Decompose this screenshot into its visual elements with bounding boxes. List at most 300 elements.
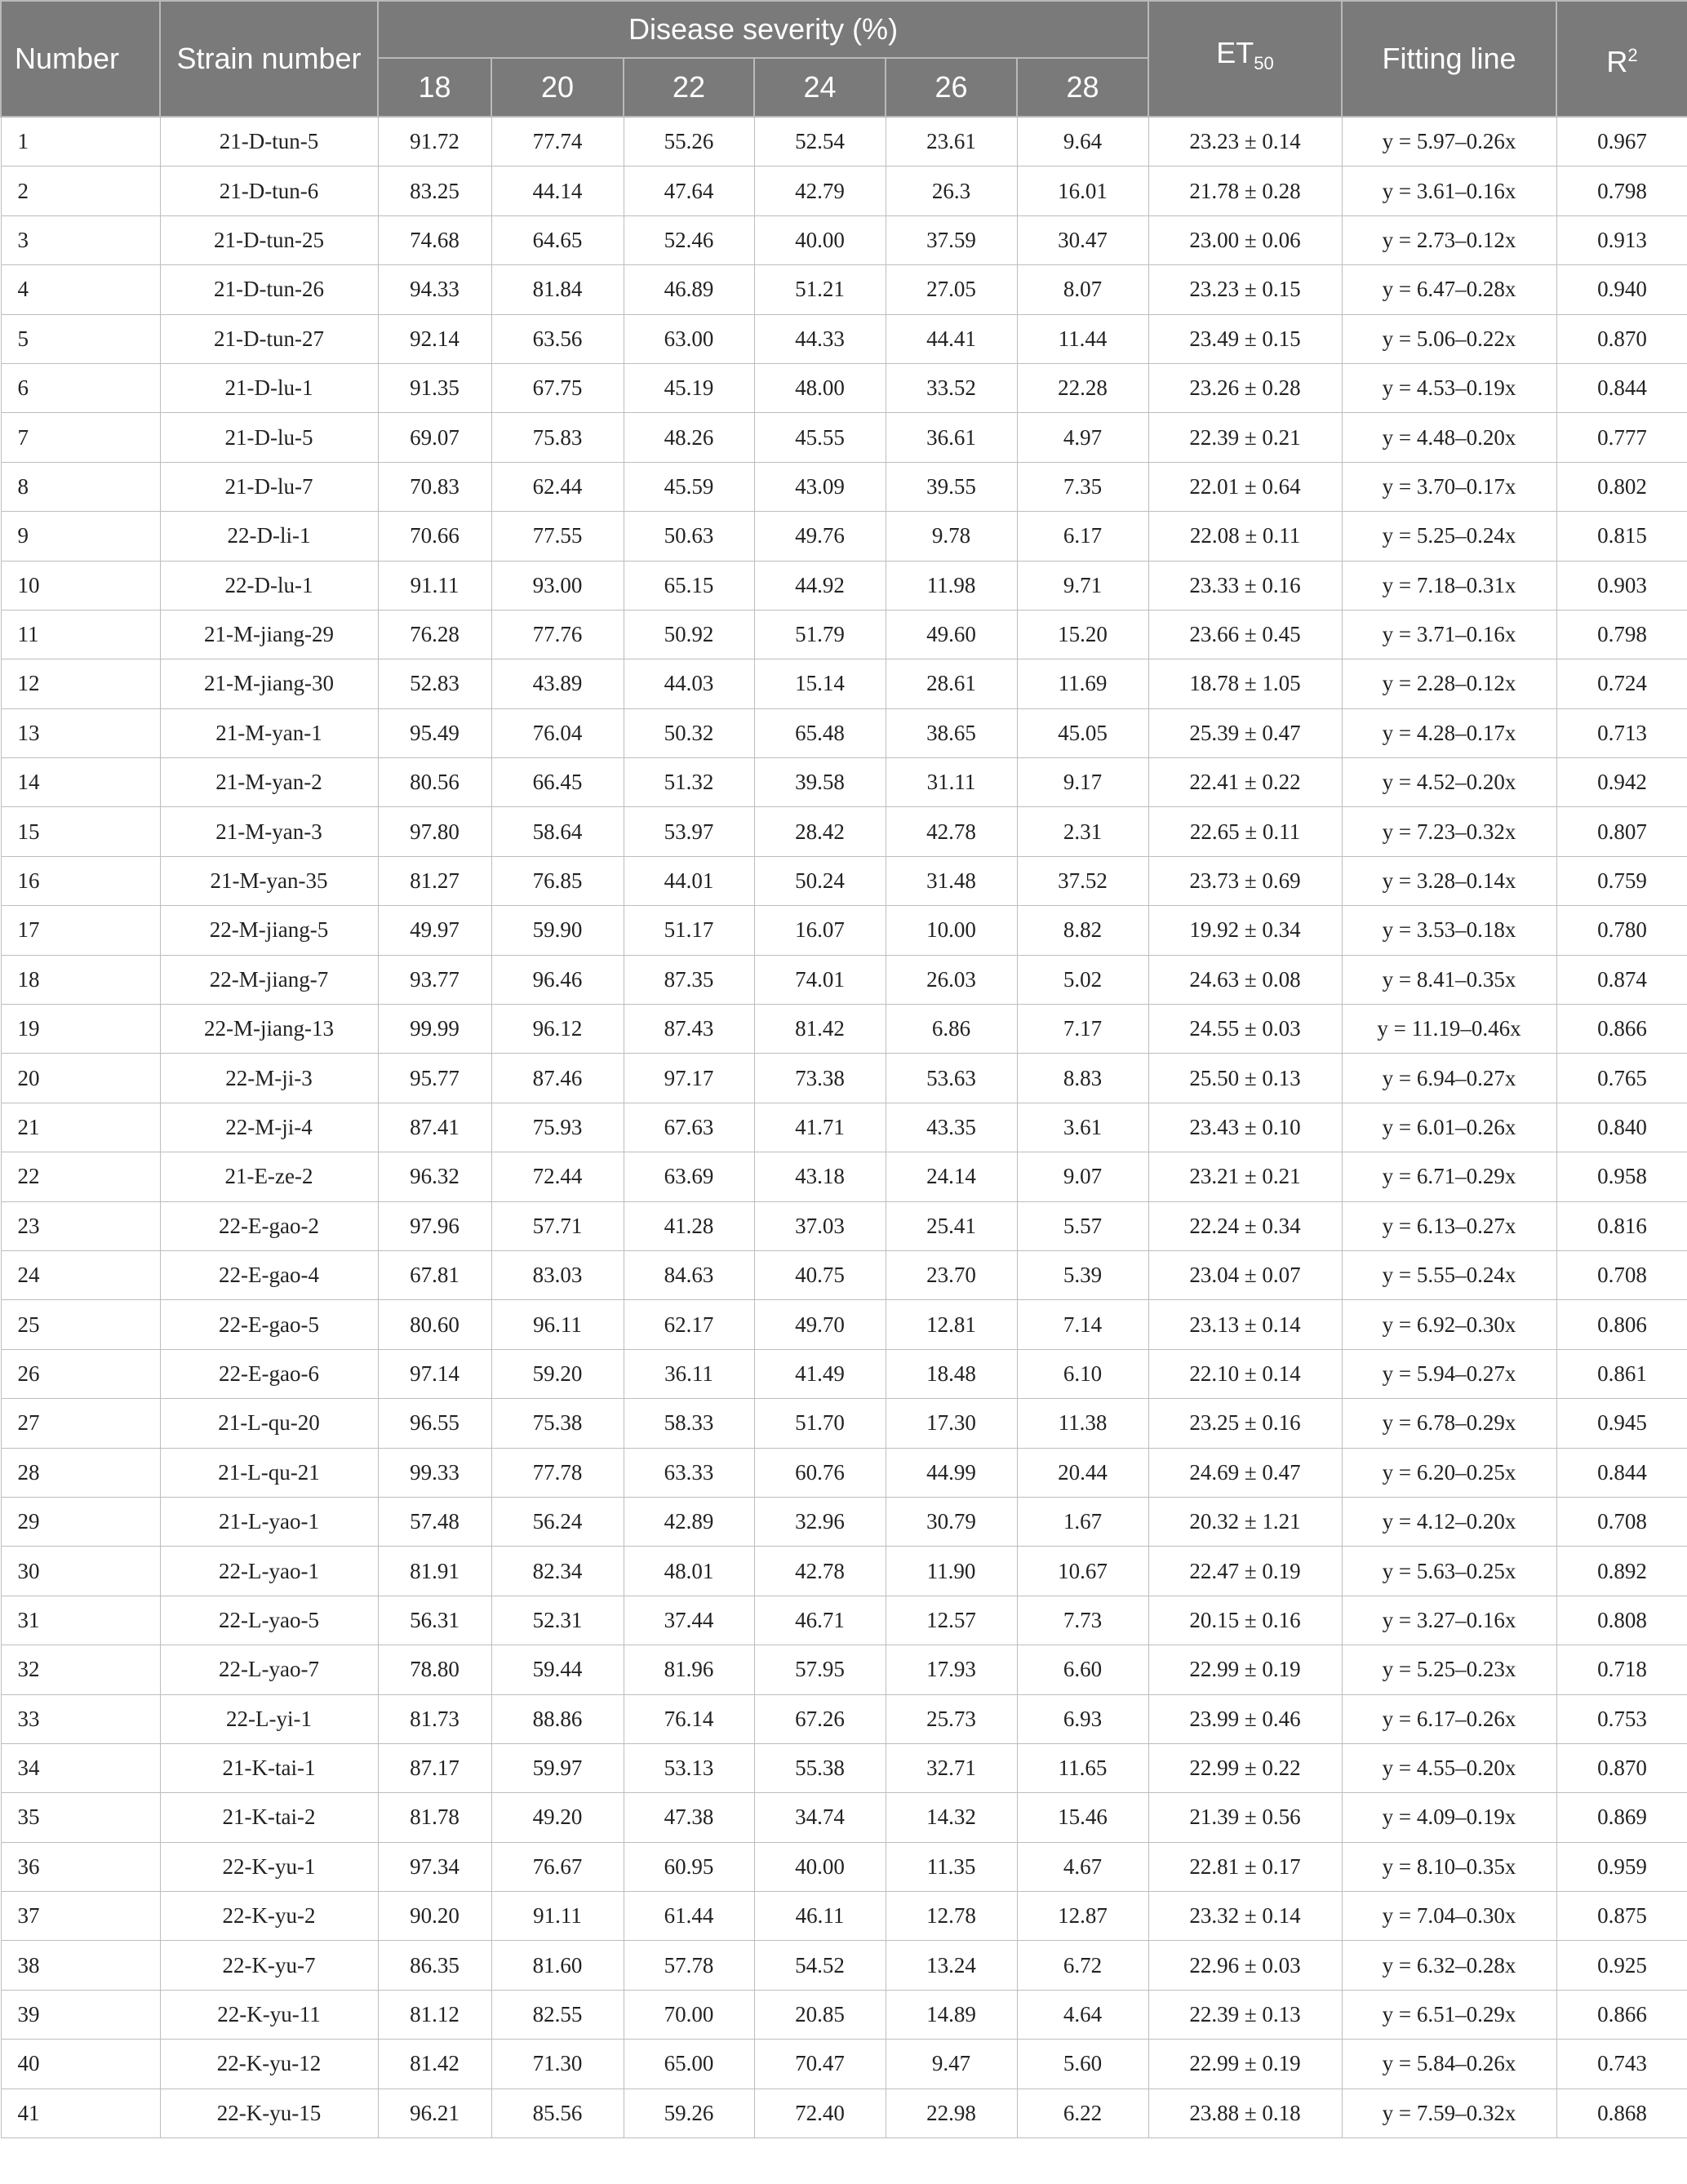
cell-r-squared: 0.844 [1556,363,1687,412]
cell-severity-26: 22.98 [886,2089,1017,2137]
cell-et50: 23.43 ± 0.10 [1148,1103,1342,1152]
cell-fitting-line: y = 3.53–0.18x [1342,906,1556,955]
table-row [1,2040,1687,2089]
cell-severity-22: 50.32 [624,708,754,757]
cell-fitting-line: y = 5.84–0.26x [1342,2040,1556,2089]
cell-severity-26: 27.05 [886,265,1017,314]
cell-number: 41 [1,2089,160,2137]
cell-r-squared: 0.808 [1556,1596,1687,1645]
cell-severity-24: 51.70 [754,1399,886,1448]
cell-severity-24: 50.24 [754,856,886,905]
cell-severity-26: 9.47 [886,2040,1017,2089]
cell-et50: 23.23 ± 0.14 [1148,117,1342,166]
cell-severity-24: 41.49 [754,1349,886,1398]
cell-severity-28: 11.69 [1017,659,1148,708]
cell-severity-18: 69.07 [378,413,491,462]
cell-r-squared: 0.765 [1556,1054,1687,1103]
cell-severity-26: 18.48 [886,1349,1017,1398]
header-temp-24: 24 [754,58,886,117]
cell-severity-26: 53.63 [886,1054,1017,1103]
cell-severity-18: 74.68 [378,215,491,264]
cell-et50: 25.50 ± 0.13 [1148,1054,1342,1103]
table-row [1,1793,1687,1842]
cell-et50: 23.33 ± 0.16 [1148,561,1342,610]
cell-r-squared: 0.807 [1556,807,1687,856]
cell-r-squared: 0.861 [1556,1349,1687,1398]
cell-severity-28: 5.57 [1017,1201,1148,1250]
cell-strain: 21-M-yan-3 [160,807,378,856]
cell-et50: 23.32 ± 0.14 [1148,1892,1342,1941]
cell-fitting-line: y = 2.73–0.12x [1342,215,1556,264]
cell-strain: 21-D-tun-6 [160,166,378,215]
cell-strain: 21-D-lu-5 [160,413,378,462]
cell-severity-18: 96.32 [378,1152,491,1201]
cell-r-squared: 0.806 [1556,1300,1687,1349]
header-fitting-line: Fitting line [1342,1,1556,117]
cell-severity-26: 37.59 [886,215,1017,264]
cell-severity-22: 47.38 [624,1793,754,1842]
cell-severity-22: 97.17 [624,1054,754,1103]
cell-r-squared: 0.866 [1556,1990,1687,2039]
cell-severity-22: 41.28 [624,1201,754,1250]
cell-severity-28: 6.72 [1017,1941,1148,1990]
table-row [1,906,1687,955]
cell-severity-24: 52.54 [754,117,886,166]
cell-severity-24: 70.47 [754,2040,886,2089]
cell-severity-26: 12.57 [886,1596,1017,1645]
cell-number: 37 [1,1892,160,1941]
cell-strain: 22-M-ji-3 [160,1054,378,1103]
cell-strain: 22-K-yu-1 [160,1842,378,1891]
cell-severity-22: 55.26 [624,117,754,166]
cell-r-squared: 0.802 [1556,462,1687,511]
cell-severity-20: 75.83 [491,413,624,462]
cell-severity-26: 13.24 [886,1941,1017,1990]
cell-severity-22: 37.44 [624,1596,754,1645]
cell-severity-24: 45.55 [754,413,886,462]
cell-r-squared: 0.798 [1556,610,1687,659]
cell-severity-22: 81.96 [624,1645,754,1694]
cell-severity-18: 97.96 [378,1201,491,1250]
cell-severity-28: 6.22 [1017,2089,1148,2137]
cell-severity-20: 59.44 [491,1645,624,1694]
cell-severity-24: 72.40 [754,2089,886,2137]
cell-et50: 24.63 ± 0.08 [1148,955,1342,1004]
cell-number: 19 [1,1005,160,1054]
cell-strain: 22-L-yao-1 [160,1547,378,1596]
cell-severity-20: 64.65 [491,215,624,264]
cell-number: 11 [1,610,160,659]
table-row [1,1005,1687,1054]
cell-strain: 22-E-gao-5 [160,1300,378,1349]
cell-severity-26: 23.61 [886,117,1017,166]
cell-severity-20: 75.38 [491,1399,624,1448]
table-row [1,363,1687,412]
cell-severity-24: 48.00 [754,363,886,412]
table-row [1,610,1687,659]
cell-severity-26: 11.35 [886,1842,1017,1891]
table-row [1,807,1687,856]
cell-r-squared: 0.945 [1556,1399,1687,1448]
cell-number: 40 [1,2040,160,2089]
cell-fitting-line: y = 3.28–0.14x [1342,856,1556,905]
cell-r-squared: 0.903 [1556,561,1687,610]
cell-severity-24: 67.26 [754,1694,886,1743]
cell-severity-28: 10.67 [1017,1547,1148,1596]
cell-severity-28: 11.65 [1017,1743,1148,1792]
cell-severity-18: 93.77 [378,955,491,1004]
cell-severity-24: 37.03 [754,1201,886,1250]
cell-r-squared: 0.780 [1556,906,1687,955]
cell-fitting-line: y = 6.20–0.25x [1342,1448,1556,1497]
cell-fitting-line: y = 5.06–0.22x [1342,314,1556,363]
cell-strain: 22-M-ji-4 [160,1103,378,1152]
cell-et50: 23.23 ± 0.15 [1148,265,1342,314]
cell-severity-24: 57.95 [754,1645,886,1694]
table-row [1,1152,1687,1201]
cell-severity-28: 6.10 [1017,1349,1148,1398]
cell-severity-26: 43.35 [886,1103,1017,1152]
cell-severity-20: 59.20 [491,1349,624,1398]
cell-fitting-line: y = 6.47–0.28x [1342,265,1556,314]
cell-severity-28: 7.14 [1017,1300,1148,1349]
cell-number: 15 [1,807,160,856]
cell-severity-28: 12.87 [1017,1892,1148,1941]
cell-severity-22: 51.17 [624,906,754,955]
cell-severity-28: 22.28 [1017,363,1148,412]
header-et50: $ET_{50}$ [1148,1,1342,117]
cell-severity-24: 43.09 [754,462,886,511]
cell-severity-24: 44.92 [754,561,886,610]
cell-number: 14 [1,758,160,807]
cell-severity-26: 33.52 [886,363,1017,412]
cell-severity-24: 32.96 [754,1497,886,1546]
cell-severity-26: 31.11 [886,758,1017,807]
cell-et50: 22.81 ± 0.17 [1148,1842,1342,1891]
cell-severity-28: 4.64 [1017,1990,1148,2039]
cell-severity-18: 95.49 [378,708,491,757]
cell-severity-24: 81.42 [754,1005,886,1054]
cell-severity-24: 20.85 [754,1990,886,2039]
cell-severity-22: 42.89 [624,1497,754,1546]
cell-severity-28: 30.47 [1017,215,1148,264]
cell-number: 39 [1,1990,160,2039]
cell-number: 5 [1,314,160,363]
cell-et50: 23.21 ± 0.21 [1148,1152,1342,1201]
cell-et50: 22.39 ± 0.13 [1148,1990,1342,2039]
cell-severity-24: 28.42 [754,807,886,856]
cell-severity-26: 25.41 [886,1201,1017,1250]
cell-severity-28: 7.17 [1017,1005,1148,1054]
cell-severity-28: 6.93 [1017,1694,1148,1743]
cell-number: 6 [1,363,160,412]
cell-severity-22: 70.00 [624,1990,754,2039]
cell-r-squared: 0.708 [1556,1250,1687,1299]
cell-fitting-line: y = 6.13–0.27x [1342,1201,1556,1250]
cell-severity-20: 76.85 [491,856,624,905]
cell-r-squared: 0.869 [1556,1793,1687,1842]
cell-severity-20: 77.78 [491,1448,624,1497]
cell-severity-22: 67.63 [624,1103,754,1152]
cell-strain: 22-L-yao-5 [160,1596,378,1645]
cell-severity-20: 43.89 [491,659,624,708]
header-temp-22: 22 [624,58,754,117]
cell-number: 32 [1,1645,160,1694]
cell-fitting-line: y = 4.55–0.20x [1342,1743,1556,1792]
cell-severity-18: 81.12 [378,1990,491,2039]
cell-fitting-line: y = 2.28–0.12x [1342,659,1556,708]
table-row [1,1054,1687,1103]
cell-number: 13 [1,708,160,757]
cell-et50: 23.49 ± 0.15 [1148,314,1342,363]
cell-r-squared: 0.743 [1556,2040,1687,2089]
cell-severity-28: 2.31 [1017,807,1148,856]
cell-strain: 21-L-qu-21 [160,1448,378,1497]
cell-severity-18: 80.56 [378,758,491,807]
cell-strain: 22-K-yu-7 [160,1941,378,1990]
cell-severity-22: 48.26 [624,413,754,462]
cell-severity-18: 94.33 [378,265,491,314]
cell-number: 16 [1,856,160,905]
cell-severity-20: 76.04 [491,708,624,757]
cell-r-squared: 0.759 [1556,856,1687,905]
cell-r-squared: 0.713 [1556,708,1687,757]
cell-severity-20: 75.93 [491,1103,624,1152]
cell-severity-22: 45.59 [624,462,754,511]
cell-severity-26: 17.30 [886,1399,1017,1448]
cell-r-squared: 0.958 [1556,1152,1687,1201]
cell-severity-26: 25.73 [886,1694,1017,1743]
header-number: Number [1,1,160,117]
cell-strain: 21-M-jiang-29 [160,610,378,659]
cell-fitting-line: y = 4.28–0.17x [1342,708,1556,757]
table-row [1,265,1687,314]
table-row [1,1645,1687,1694]
cell-number: 1 [1,117,160,166]
cell-fitting-line: y = 7.59–0.32x [1342,2089,1556,2137]
cell-number: 30 [1,1547,160,1596]
cell-severity-22: 58.33 [624,1399,754,1448]
cell-severity-20: 72.44 [491,1152,624,1201]
cell-fitting-line: y = 8.10–0.35x [1342,1842,1556,1891]
cell-strain: 21-L-qu-20 [160,1399,378,1448]
cell-number: 36 [1,1842,160,1891]
cell-severity-20: 67.75 [491,363,624,412]
cell-severity-18: 52.83 [378,659,491,708]
cell-number: 8 [1,462,160,511]
cell-severity-20: 63.56 [491,314,624,363]
table-row [1,1892,1687,1941]
cell-et50: 23.13 ± 0.14 [1148,1300,1342,1349]
cell-severity-22: 63.00 [624,314,754,363]
cell-et50: 22.99 ± 0.19 [1148,2040,1342,2089]
cell-severity-28: 20.44 [1017,1448,1148,1497]
cell-r-squared: 0.724 [1556,659,1687,708]
cell-severity-22: 76.14 [624,1694,754,1743]
cell-fitting-line: y = 6.78–0.29x [1342,1399,1556,1448]
cell-severity-28: 8.83 [1017,1054,1148,1103]
cell-severity-20: 87.46 [491,1054,624,1103]
cell-severity-22: 50.63 [624,512,754,561]
cell-severity-24: 49.70 [754,1300,886,1349]
cell-strain: 22-K-yu-12 [160,2040,378,2089]
cell-r-squared: 0.718 [1556,1645,1687,1694]
cell-severity-26: 32.71 [886,1743,1017,1792]
cell-severity-26: 12.81 [886,1300,1017,1349]
cell-number: 35 [1,1793,160,1842]
cell-severity-26: 17.93 [886,1645,1017,1694]
cell-et50: 23.00 ± 0.06 [1148,215,1342,264]
cell-severity-24: 46.11 [754,1892,886,1941]
table-row [1,1399,1687,1448]
cell-severity-28: 7.73 [1017,1596,1148,1645]
cell-r-squared: 0.913 [1556,215,1687,264]
cell-severity-26: 12.78 [886,1892,1017,1941]
cell-strain: 22-L-yao-7 [160,1645,378,1694]
cell-severity-18: 57.48 [378,1497,491,1546]
cell-severity-22: 44.01 [624,856,754,905]
cell-severity-20: 66.45 [491,758,624,807]
cell-severity-22: 45.19 [624,363,754,412]
header-temp-26: 26 [886,58,1017,117]
cell-et50: 23.88 ± 0.18 [1148,2089,1342,2137]
cell-severity-20: 96.46 [491,955,624,1004]
table-row [1,758,1687,807]
cell-severity-18: 76.28 [378,610,491,659]
table-row [1,561,1687,610]
cell-severity-26: 28.61 [886,659,1017,708]
cell-fitting-line: y = 6.71–0.29x [1342,1152,1556,1201]
cell-severity-24: 40.00 [754,215,886,264]
cell-strain: 21-M-yan-35 [160,856,378,905]
cell-severity-20: 58.64 [491,807,624,856]
cell-severity-18: 97.80 [378,807,491,856]
cell-severity-22: 62.17 [624,1300,754,1349]
header-temp-28: 28 [1017,58,1148,117]
cell-severity-22: 61.44 [624,1892,754,1941]
cell-fitting-line: y = 11.19–0.46x [1342,1005,1556,1054]
cell-severity-18: 99.99 [378,1005,491,1054]
table-row [1,659,1687,708]
cell-et50: 22.99 ± 0.22 [1148,1743,1342,1792]
cell-severity-26: 24.14 [886,1152,1017,1201]
cell-severity-20: 85.56 [491,2089,624,2137]
header-disease-severity: Disease severity (%) [378,1,1148,58]
cell-et50: 22.01 ± 0.64 [1148,462,1342,511]
table-row [1,512,1687,561]
cell-severity-26: 36.61 [886,413,1017,462]
cell-severity-28: 3.61 [1017,1103,1148,1152]
cell-strain: 22-K-yu-2 [160,1892,378,1941]
cell-strain: 22-M-jiang-5 [160,906,378,955]
cell-severity-18: 87.17 [378,1743,491,1792]
cell-severity-26: 44.41 [886,314,1017,363]
cell-severity-28: 37.52 [1017,856,1148,905]
cell-severity-22: 51.32 [624,758,754,807]
cell-severity-28: 5.60 [1017,2040,1148,2089]
cell-strain: 22-D-li-1 [160,512,378,561]
cell-severity-18: 95.77 [378,1054,491,1103]
cell-et50: 22.08 ± 0.11 [1148,512,1342,561]
table-header [1,1,1687,117]
cell-severity-18: 99.33 [378,1448,491,1497]
cell-fitting-line: y = 6.32–0.28x [1342,1941,1556,1990]
cell-severity-18: 91.35 [378,363,491,412]
cell-r-squared: 0.798 [1556,166,1687,215]
cell-fitting-line: y = 7.18–0.31x [1342,561,1556,610]
cell-fitting-line: y = 4.52–0.20x [1342,758,1556,807]
cell-severity-28: 4.67 [1017,1842,1148,1891]
table-row [1,708,1687,757]
cell-severity-22: 65.15 [624,561,754,610]
cell-severity-24: 44.33 [754,314,886,363]
cell-severity-18: 56.31 [378,1596,491,1645]
cell-number: 26 [1,1349,160,1398]
cell-strain: 21-K-tai-2 [160,1793,378,1842]
cell-severity-22: 46.89 [624,265,754,314]
table-row [1,166,1687,215]
cell-severity-22: 60.95 [624,1842,754,1891]
cell-severity-26: 10.00 [886,906,1017,955]
cell-severity-28: 11.38 [1017,1399,1148,1448]
cell-fitting-line: y = 7.04–0.30x [1342,1892,1556,1941]
cell-severity-24: 54.52 [754,1941,886,1990]
cell-et50: 22.39 ± 0.21 [1148,413,1342,462]
cell-r-squared: 0.875 [1556,1892,1687,1941]
cell-fitting-line: y = 5.55–0.24x [1342,1250,1556,1299]
cell-severity-22: 53.97 [624,807,754,856]
cell-severity-24: 65.48 [754,708,886,757]
cell-strain: 21-L-yao-1 [160,1497,378,1546]
table-row [1,2089,1687,2137]
cell-severity-18: 96.55 [378,1399,491,1448]
header-temp-18: 18 [378,58,491,117]
cell-severity-18: 70.66 [378,512,491,561]
cell-fitting-line: y = 3.70–0.17x [1342,462,1556,511]
cell-number: 4 [1,265,160,314]
cell-severity-24: 34.74 [754,1793,886,1842]
cell-severity-20: 96.11 [491,1300,624,1349]
cell-severity-22: 52.46 [624,215,754,264]
cell-severity-20: 77.76 [491,610,624,659]
cell-severity-24: 55.38 [754,1743,886,1792]
cell-severity-22: 53.13 [624,1743,754,1792]
cell-severity-28: 15.46 [1017,1793,1148,1842]
table-row [1,1842,1687,1891]
cell-severity-28: 4.97 [1017,413,1148,462]
cell-severity-18: 81.91 [378,1547,491,1596]
cell-et50: 22.65 ± 0.11 [1148,807,1342,856]
cell-number: 2 [1,166,160,215]
cell-severity-28: 9.64 [1017,117,1148,166]
cell-severity-22: 87.35 [624,955,754,1004]
cell-number: 38 [1,1941,160,1990]
table-row [1,1103,1687,1152]
header-r-squared: $R^2$ [1556,1,1687,117]
cell-severity-18: 92.14 [378,314,491,363]
cell-et50: 20.15 ± 0.16 [1148,1596,1342,1645]
cell-strain: 22-E-gao-6 [160,1349,378,1398]
cell-strain: 22-L-yi-1 [160,1694,378,1743]
cell-severity-28: 5.02 [1017,955,1148,1004]
cell-severity-18: 81.78 [378,1793,491,1842]
cell-et50: 22.10 ± 0.14 [1148,1349,1342,1398]
cell-fitting-line: y = 4.12–0.20x [1342,1497,1556,1546]
cell-severity-28: 8.82 [1017,906,1148,955]
cell-severity-18: 81.27 [378,856,491,905]
cell-et50: 23.25 ± 0.16 [1148,1399,1342,1448]
cell-strain: 21-D-tun-27 [160,314,378,363]
